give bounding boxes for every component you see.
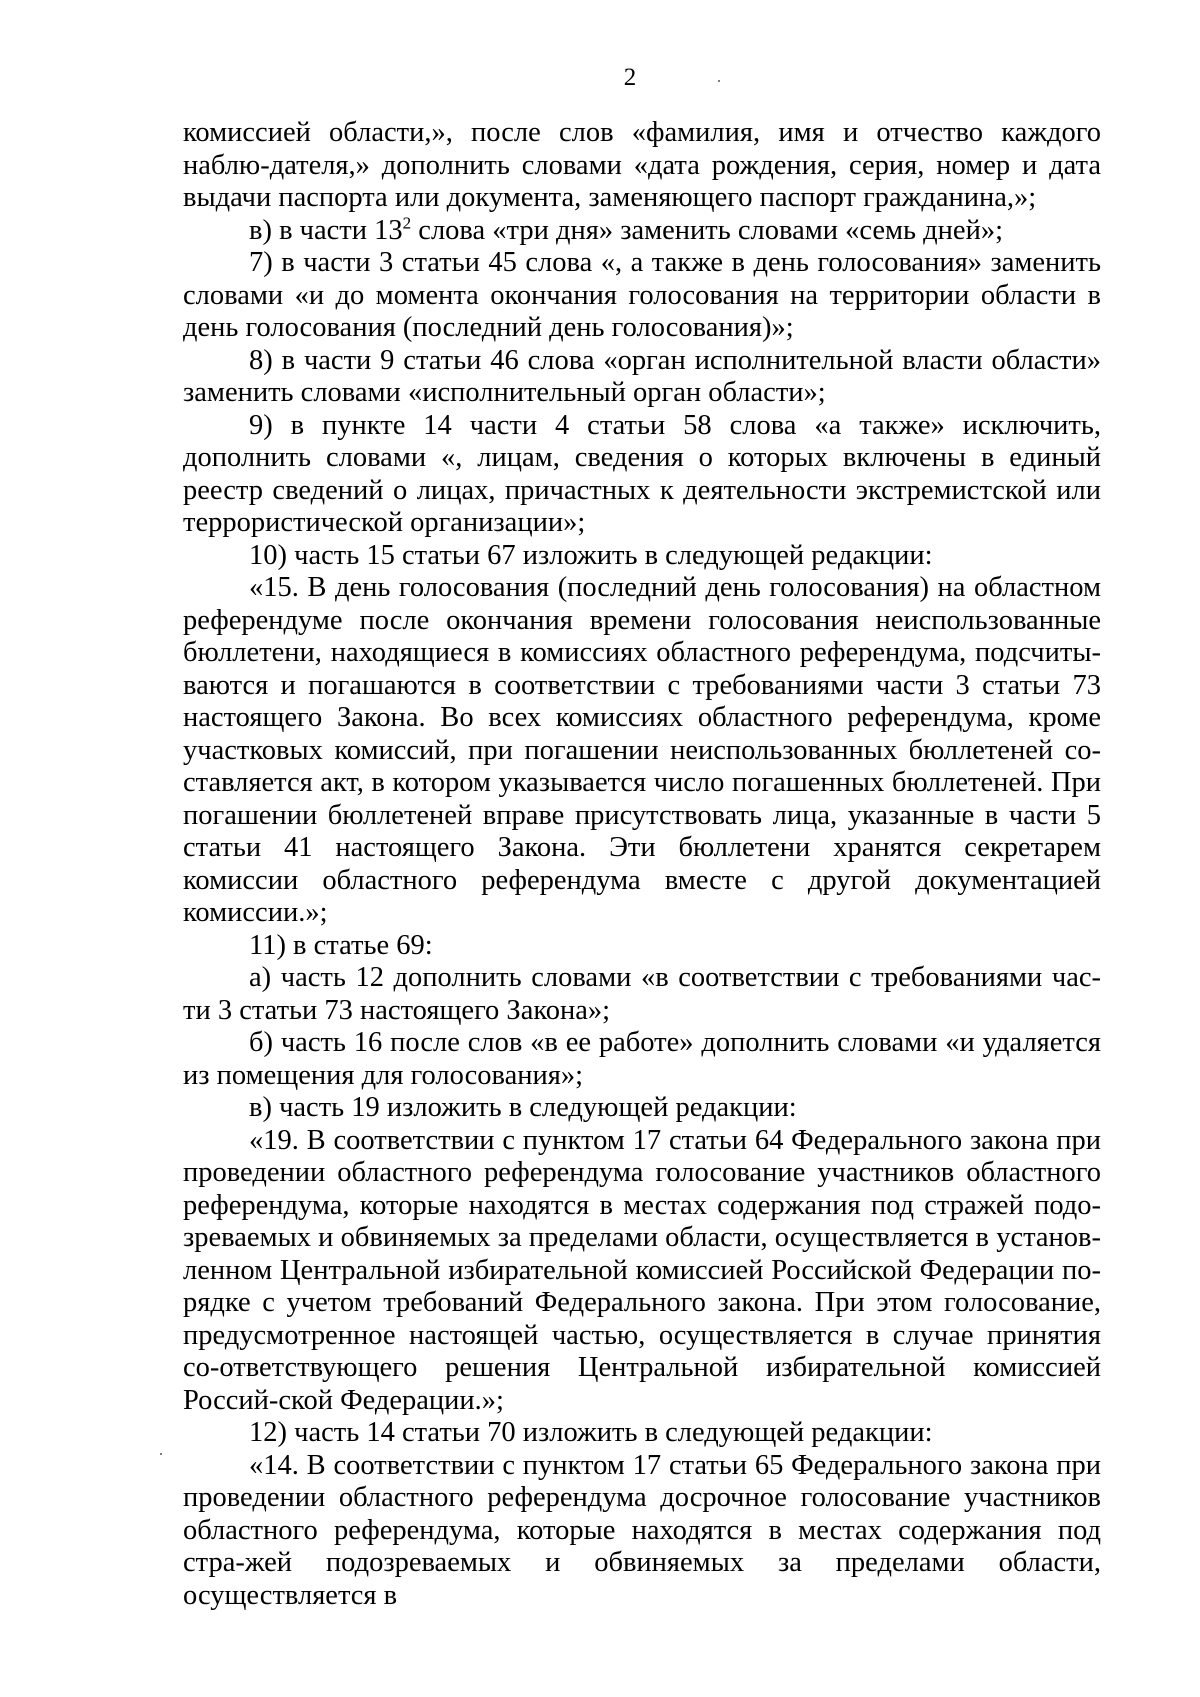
paragraph: в) часть 19 изложить в следующей редакции: [249, 1092, 797, 1123]
paragraph: 11) в статье 69: [249, 929, 433, 961]
paragraph: «15. В день голосования (последний день голосования) на областном референдуме после окончания времени голосования неиспользованные бюллетени, находящиеся в комиссиях областного референдума, подсчиты-ваются и погашаются в соответствии с требованиями части 3 статьи 73 настоящего Закона. Во всех комиссиях областного референдума, кроме участковых комиссий, при погашении неиспользованных бюллетеней со-ставляется акт, в котором указывается число погашенных бюллетеней. При погашении бюллетеней вправе присутствовать лица, указанные в части 5 статьи 41 настоящего Закона. Эти бюллетени хранятся секретарем комиссии областного референдума вместе с другой документацией комиссии.»; [183, 572, 1101, 928]
paragraph: а) часть 12 дополнить словами «в соответствии с требованиями час-ти 3 статьи 73 настоящего Закона»; [183, 962, 1101, 1026]
paragraph: 9) в пункте 14 части 4 статьи 58 слова «а также» исключить, дополнить словами «, лицам, сведения о которых включены в единый реестр сведений о лицах, причастных к деятельности экстремистской или террористической организации»; [183, 409, 1101, 538]
paragraph-text: слова «три дня» заменить словами «семь дней»; [411, 214, 1004, 246]
scan-speck [160, 1453, 162, 1455]
paragraph: комиссией области,», после слов «фамилия, имя и отчество каждого наблю-дателя,» дополнить словами «дата рождения, серия, номер и дата выдачи паспорта или документа, заменяющего паспорт гражданина,»; [183, 117, 1101, 213]
paragraph [183, 215, 1101, 248]
paragraph: 12) часть 14 статьи 70 изложить в следующей редакции: [249, 1417, 933, 1448]
paragraph: «19. В соответствии с пунктом 17 статьи 64 Федерального закона при проведении областного референдума голосование участников областного референдума, которые находятся в местах содержания под стражей подо-зреваемых и обвиняемых за пределами области, осуществляется в установ-ленном Центральной избирательной комиссией Российской Федерации по-рядке с учетом требований Федерального закона. При этом голосование, предусмотренное настоящей частью, осуществляется в случае принятия со-ответствующего решения Центральной избирательной комиссией Россий-ской Федерации.»; [183, 1124, 1101, 1416]
paragraph: «14. В соответствии с пунктом 17 статьи 65 Федерального закона при проведении областного референдума досрочное голосование участников областного референдума, которые находятся в местах содержания под стра-жей подозреваемых и обвиняемых за пределами области, осуществляется в [183, 1449, 1101, 1611]
page-number: 2 [623, 64, 637, 91]
paragraph-text: в) в части 13 [249, 214, 403, 246]
paragraph: б) часть 16 после слов «в ее работе» дополнить словами «и удаляется из помещения для голосования»; [183, 1027, 1101, 1091]
paragraph: 7) в части 3 статьи 45 слова «, а также в день голосования» заменить словами «и до момента окончания голосования на территории области в день голосования (последний день голосования)»; [183, 247, 1101, 343]
paragraph: 10) часть 15 статьи 67 изложить в следующей редакции: [249, 539, 933, 571]
superscript: 2 [402, 213, 412, 232]
scan-speck [718, 80, 720, 82]
paragraph: 8) в части 9 статьи 46 слова «орган исполнительной власти области» заменить словами «исполнительный орган области»; [183, 344, 1101, 408]
document-body [183, 117, 1101, 1612]
